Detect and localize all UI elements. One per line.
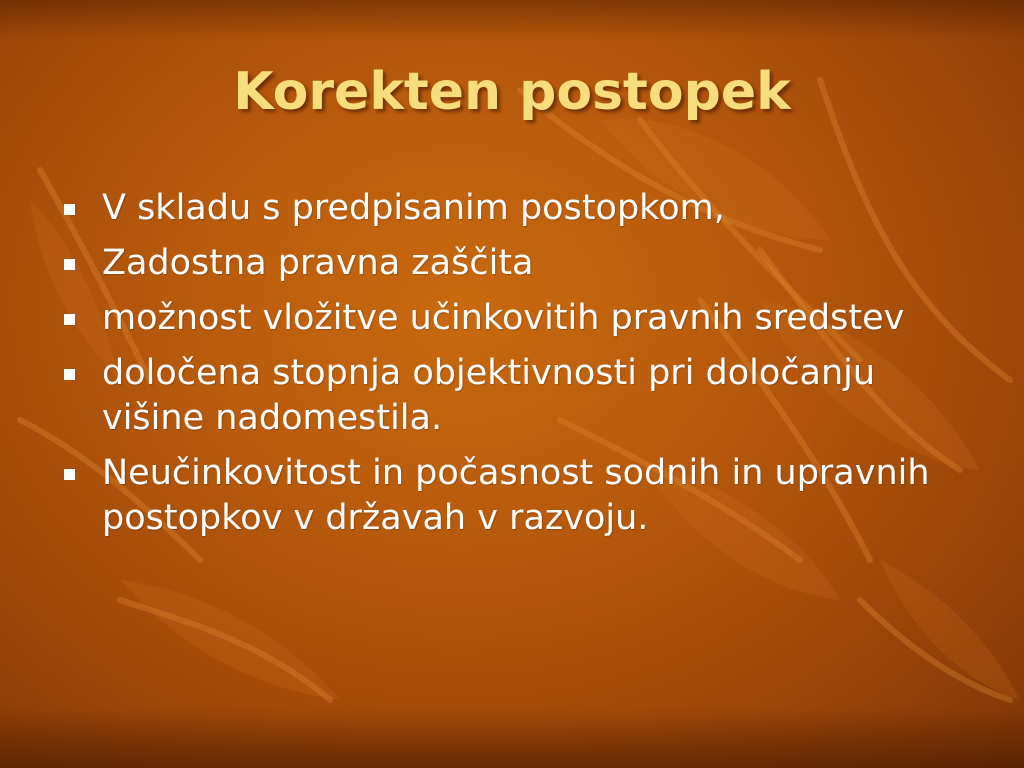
bullet-text: možnost vložitve učinkovitih pravnih sredstev [102,298,905,338]
square-bullet-icon [64,314,75,325]
bullet-text: Zadostna pravna zaščita [102,243,534,283]
square-bullet-icon [64,369,75,380]
bullet-text: V skladu s predpisanim postopkom, [102,188,725,228]
bullet-text: določena stopnja objektivnosti pri določanju višine nadomestila. [102,353,876,438]
bullet-item [64,451,964,541]
bullet-text: Neučinkovitost in počasnost sodnih in upravnih postopkov v državah v razvoju. [102,453,930,538]
slide-title: Korekten postopek [233,62,791,122]
bullet-item [64,241,964,286]
square-bullet-icon [64,469,75,480]
bullet-item [64,296,964,341]
top-edge-shade [0,0,1024,40]
square-bullet-icon [64,204,75,215]
bullet-item [64,186,964,231]
square-bullet-icon [64,259,75,270]
bullet-list [64,186,964,551]
bottom-edge-shade [0,708,1024,768]
bullet-item [64,351,964,441]
